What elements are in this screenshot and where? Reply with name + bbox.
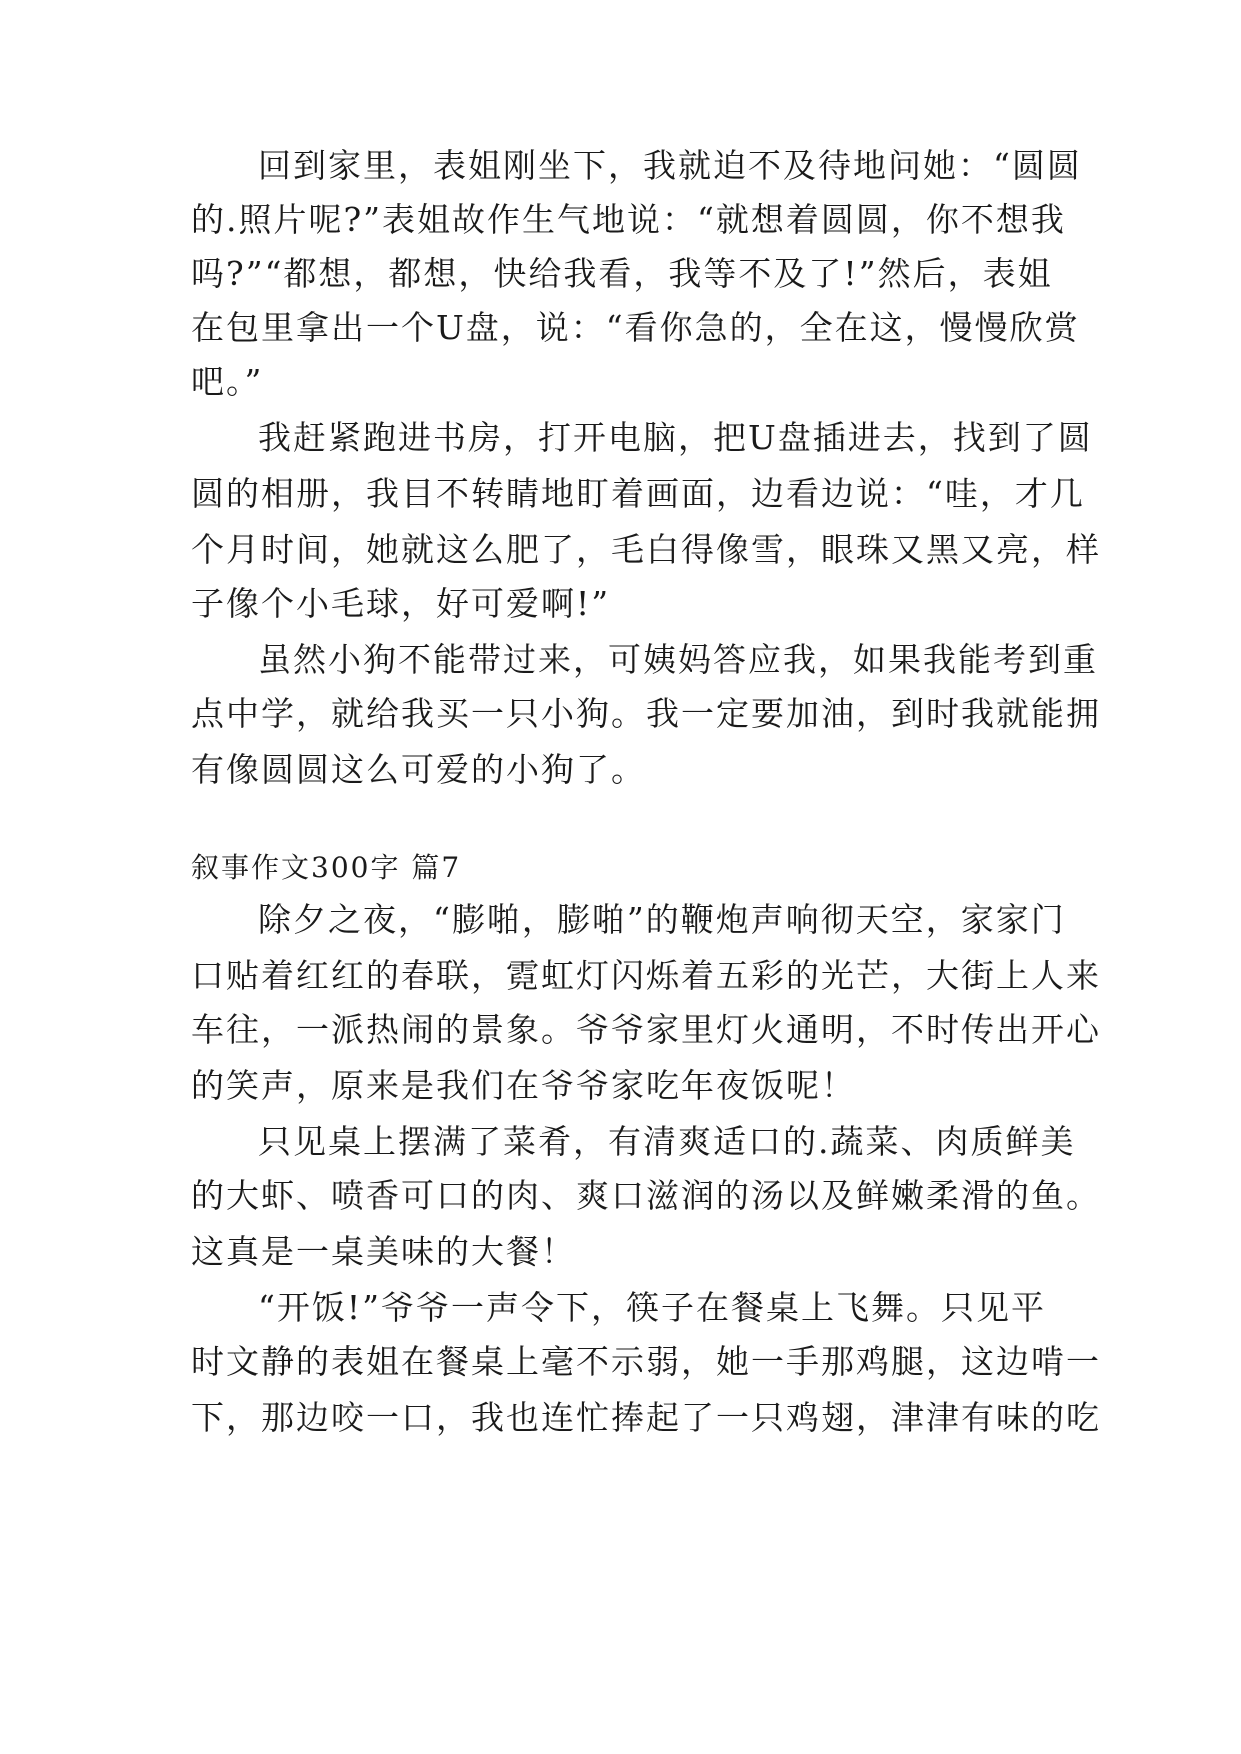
paragraph-line: 的大虾、喷香可口的肉、爽口滋润的汤以及鲜嫩柔滑的鱼。 bbox=[191, 1176, 1101, 1215]
paragraph-line: 车往，一派热闹的景象。爷爷家里灯火通明，不时传出开心 bbox=[191, 1010, 1101, 1049]
paragraph-line: 下，那边咬一口，我也连忙捧起了一只鸡翅，津津有味的吃 bbox=[191, 1398, 1101, 1437]
paragraph-line: 在包里拿出一个U盘，说：“看你急的，全在这，慢慢欣赏 bbox=[191, 308, 1080, 347]
paragraph-line: “开饭!”爷爷一声令下，筷子在餐桌上飞舞。只见平 bbox=[258, 1288, 1047, 1327]
paragraph-line: 我赶紧跑进书房，打开电脑，把U盘插进去，找到了圆 bbox=[258, 418, 1093, 457]
paragraph-line: 子像个小毛球，好可爱啊!” bbox=[191, 584, 611, 623]
section-title: 叙事作文300字 篇7 bbox=[191, 851, 462, 884]
paragraph-line: 只见桌上摆满了菜肴，有清爽适口的.蔬菜、肉质鲜美 bbox=[258, 1122, 1076, 1161]
paragraph-line: 有像圆圆这么可爱的小狗了。 bbox=[191, 750, 646, 789]
paragraph-line: 的.照片呢?”表姐故作生气地说：“就想着圆圆，你不想我 bbox=[191, 200, 1066, 239]
paragraph-line: 的笑声，原来是我们在爷爷家吃年夜饭呢！ bbox=[191, 1066, 856, 1105]
paragraph-line: 虽然小狗不能带过来，可姨妈答应我，如果我能考到重 bbox=[258, 640, 1098, 679]
paragraph-line: 这真是一桌美味的大餐！ bbox=[191, 1232, 576, 1271]
paragraph-line: 回到家里，表姐刚坐下，我就迫不及待地问她：“圆圆 bbox=[258, 146, 1082, 185]
paragraph-line: 个月时间，她就这么肥了，毛白得像雪，眼珠又黑又亮，样 bbox=[191, 530, 1101, 569]
paragraph-line: 点中学，就给我买一只小狗。我一定要加油，到时我就能拥 bbox=[191, 694, 1101, 733]
paragraph-line: 圆的相册，我目不转睛地盯着画面，边看边说：“哇，才几 bbox=[191, 474, 1085, 513]
paragraph-line: 吧。” bbox=[191, 362, 264, 401]
paragraph-line: 时文静的表姐在餐桌上毫不示弱，她一手那鸡腿，这边啃一 bbox=[191, 1342, 1101, 1381]
paragraph-line: 除夕之夜，“膨啪，膨啪”的鞭炮声响彻天空，家家门 bbox=[258, 900, 1066, 939]
paragraph-line: 吗?”“都想，都想，快给我看，我等不及了!”然后，表姐 bbox=[191, 254, 1053, 293]
paragraph-line: 口贴着红红的春联，霓虹灯闪烁着五彩的光芒，大街上人来 bbox=[191, 956, 1101, 995]
